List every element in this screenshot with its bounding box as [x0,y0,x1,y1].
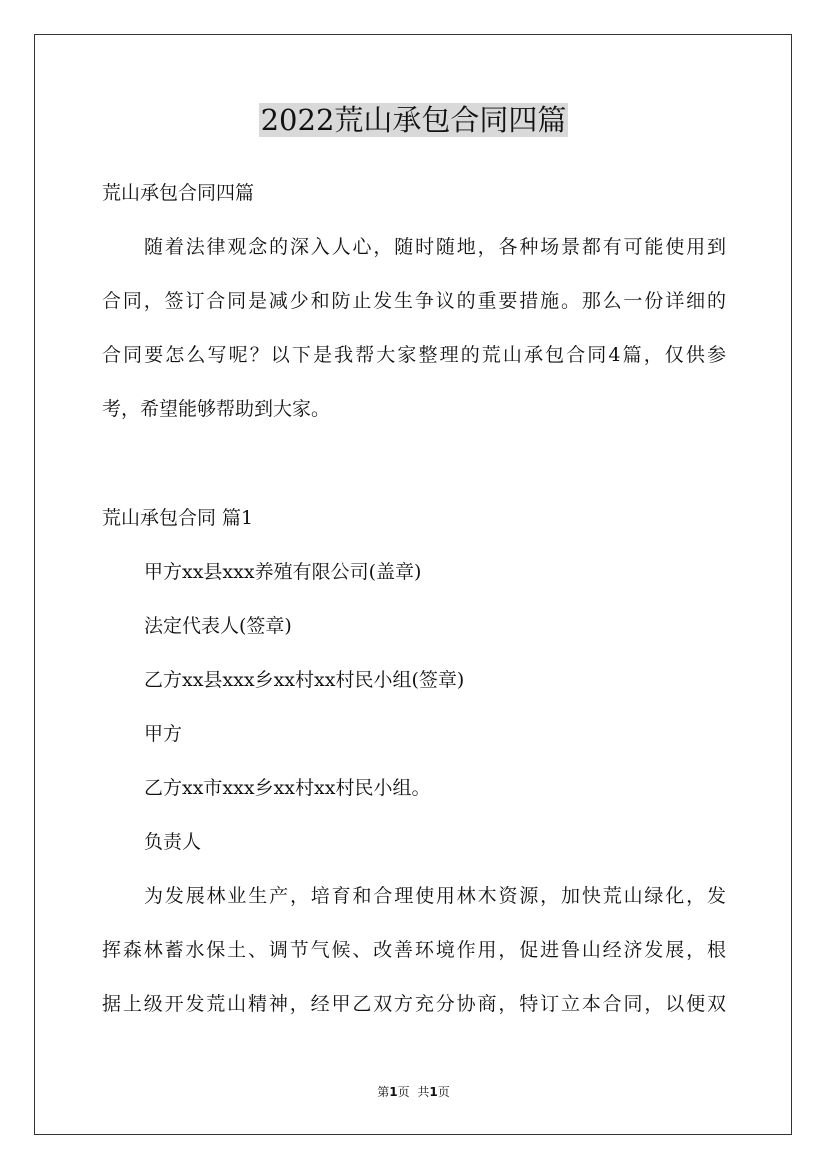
party-line-5: 乙方xx市xxx乡xx村xx村民小组。 [144,777,431,799]
party-line-2: 法定代表人(签章) [144,615,292,637]
footer-page-suffix: 页 [397,1085,410,1099]
intro-line-4: 考，希望能够帮助到大家。 [102,398,331,420]
footer-page-number: 1 [389,1085,398,1099]
footer-page-prefix: 第 [377,1085,390,1099]
footer-total-suffix: 页 [437,1085,450,1099]
party-line-3: 乙方xx县xxx乡xx村xx村民小组(签章) [144,669,465,691]
party-line-6: 负责人 [144,831,202,853]
footer-total-prefix: 共 [417,1085,430,1099]
footer-total-number: 1 [429,1085,438,1099]
intro-line-2: 合同，签订合同是减少和防止发生争议的重要措施。那么一份详细的 [102,290,726,312]
section-heading: 荒山承包合同 篇1 [102,507,254,529]
title-text: 2022荒山承包合同四篇 [260,103,567,137]
body-line-2: 挥森林蓄水保土、调节气候、改善环境作用，促进鲁山经济发展，根 [102,939,726,961]
party-line-4: 甲方 [144,723,183,745]
body-line-3: 据上级开发荒山精神，经甲乙双方充分协商，特订立本合同，以便双 [102,993,726,1015]
intro-line-3: 合同要怎么写呢？以下是我帮大家整理的荒山承包合同4篇，仅供参 [102,344,726,366]
document-title [0,100,827,140]
body-line-1: 为发展林业生产，培育和合理使用林木资源，加快荒山绿化，发 [144,885,726,907]
page-footer [0,1084,827,1100]
document-heading: 荒山承包合同四篇 [102,182,255,204]
party-line-1: 甲方xx县xxx养殖有限公司(盖章) [144,561,422,583]
intro-line-1: 随着法律观念的深入人心，随时随地，各种场景都有可能使用到 [144,236,726,258]
